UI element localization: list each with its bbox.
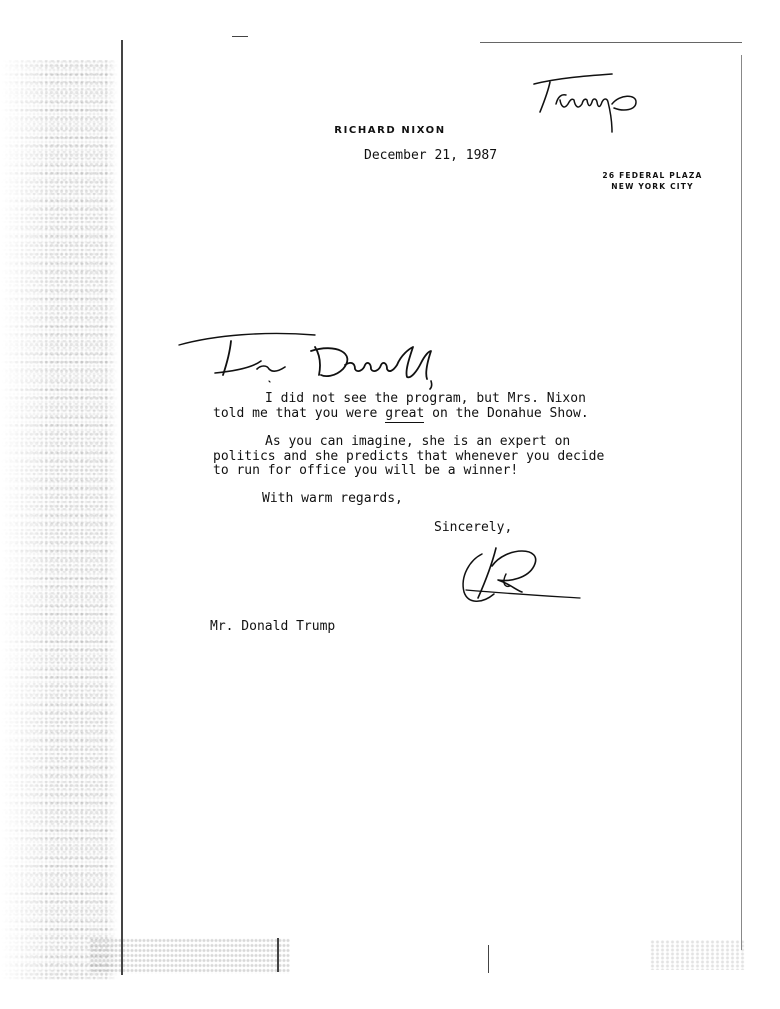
underlined-word-great: great <box>385 406 425 421</box>
paragraph-2-line-2: politics and she predicts that whenever you decide <box>213 449 605 464</box>
address-line-2: NEW YORK CITY <box>611 182 694 191</box>
closing-line: Sincerely, <box>434 520 513 535</box>
recipient-name: Mr. Donald Trump <box>210 619 336 634</box>
address-line-1: 26 FEDERAL PLAZA <box>602 171 703 180</box>
photocopy-noise-left <box>0 60 118 980</box>
handwritten-salutation <box>175 325 450 395</box>
signature-rn <box>452 540 587 610</box>
regards-line: With warm regards, <box>262 491 403 506</box>
page-edge-left <box>121 40 123 975</box>
paragraph-2-line-3: to run for office you will be a winner! <box>213 463 519 478</box>
paragraph-1-line-2-pre: told me that you were <box>213 406 386 421</box>
paragraph-1-line-2 <box>213 407 589 421</box>
paragraph-1-line-1: I did not see the program, but Mrs. Nixon <box>265 391 586 406</box>
page-mark-bottom-center <box>488 945 489 973</box>
photocopy-noise-bottom-right <box>650 940 745 970</box>
letterhead-address <box>560 170 745 192</box>
letter-date: December 21, 1987 <box>364 148 498 163</box>
page-mark-top <box>232 36 248 37</box>
paragraph-1-line-2-post: on the Donahue Show. <box>424 406 589 421</box>
handwritten-trump-note <box>530 70 670 145</box>
letterhead-name: RICHARD NIXON <box>334 125 446 136</box>
photocopy-noise-bottom <box>90 938 290 974</box>
paragraph-2-line-1: As you can imagine, she is an expert on <box>265 434 571 449</box>
page-mark-bottom-left <box>277 938 279 972</box>
page-edge-top <box>480 42 742 43</box>
